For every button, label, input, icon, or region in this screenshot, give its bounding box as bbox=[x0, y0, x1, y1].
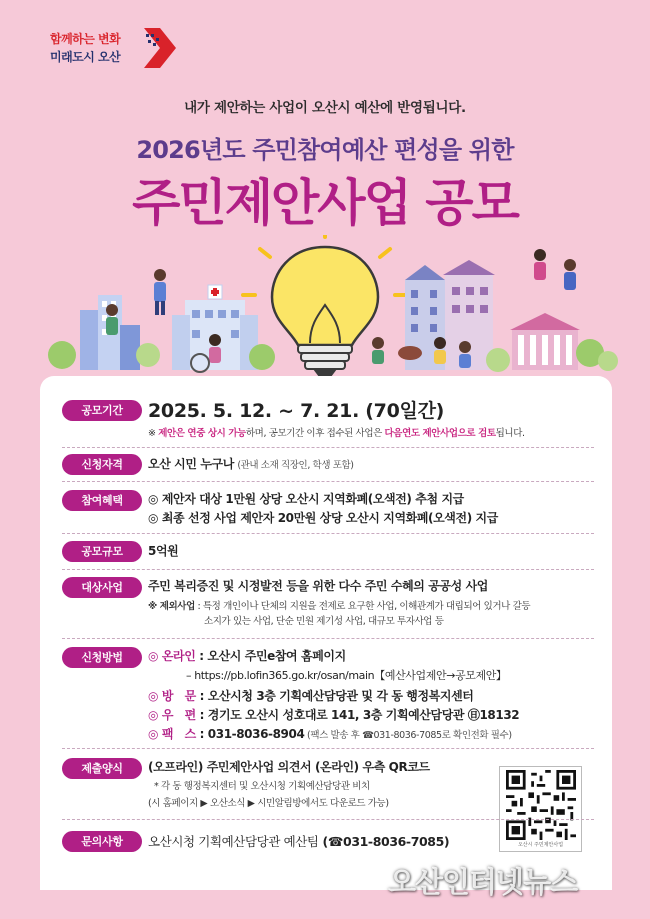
logo-slogan-line2: 미래도시 오산 bbox=[50, 50, 121, 64]
public-building-illustration bbox=[510, 313, 580, 370]
divider bbox=[62, 569, 594, 570]
eligibility-label: 신청자격 bbox=[62, 454, 142, 475]
divider bbox=[62, 481, 594, 482]
eligibility-value: 오산 시민 누구나 bbox=[148, 457, 234, 471]
benefits-list bbox=[148, 490, 598, 528]
period-note: ※ 제안은 연중 상시 가능하며, 공모기간 이후 접수된 사업은 다음연도 제안사업으로 검토됩니다. bbox=[148, 428, 525, 439]
subtitle: 2026년도 주민참여예산 편성을 위한 bbox=[136, 136, 514, 164]
contact-value-wrap bbox=[148, 832, 598, 851]
eligibility-sub: (관내 소재 직장인, 학생 포함) bbox=[237, 460, 354, 471]
benefit-item: ◎ 제안자 대상 1만원 상당 오산시 지역화폐(오색전) 추첨 지급 bbox=[148, 492, 464, 506]
method-fax: ◎ 팩 스 : 031-8036-8904 (팩스 발송 후 ☎031-8036-7085로 확인전화 필수) bbox=[148, 727, 512, 741]
target-value: 주민 복리증진 및 시정발전 등을 위한 다수 주민 수혜의 공공성 사업 bbox=[148, 579, 488, 593]
method-online-url[interactable]: – https://pb.lofin365.go.kr/osan/main【예산사업제안→공모제안】 bbox=[186, 669, 507, 682]
method-visit: ◎ 방 문 : 오산시청 3층 기획예산담당관 및 각 동 행정복지센터 bbox=[148, 689, 474, 703]
divider bbox=[62, 638, 594, 639]
contact-phone: (☎031-8036-7085) bbox=[318, 834, 450, 849]
main-title: 주민제안사업 공모 bbox=[132, 174, 518, 232]
benefits-label: 참여혜택 bbox=[62, 490, 142, 511]
format-value: (오프라인) 주민제안사업 의견서 (온라인) 우측 QR코드 bbox=[148, 760, 430, 774]
format-note1: * 각 동 행정복지센터 및 오산시청 기획예산담당관 비치 bbox=[154, 781, 370, 792]
target-exclusion-cont: 소지가 있는 사업, 단순 민원 제기성 사업, 대규모 투자사업 등 bbox=[204, 616, 444, 627]
period-label: 공모기간 bbox=[62, 400, 142, 421]
benefit-item: ◎ 최종 선정 사업 제안자 20만원 상당 오산시 지역화폐(오색전) 지급 bbox=[148, 511, 498, 525]
method-online: ◎ 온라인 : 오산시 주민e참여 홈페이지 bbox=[148, 649, 346, 663]
divider bbox=[62, 447, 594, 448]
method-label: 신청방법 bbox=[62, 647, 142, 668]
divider bbox=[62, 748, 594, 749]
eligibility-value-wrap bbox=[148, 455, 598, 475]
town-illustration bbox=[0, 235, 650, 380]
scale-label: 공모규모 bbox=[62, 541, 142, 562]
watermark-text: 오산인터넷뉴스 bbox=[388, 865, 578, 899]
logo-slogan-line1: 함께하는 변화 bbox=[50, 32, 121, 46]
info-panel bbox=[40, 376, 612, 890]
tagline: 내가 제안하는 사업이 오산시 예산에 반영됩니다. bbox=[184, 100, 466, 116]
contact-label: 문의사항 bbox=[62, 831, 142, 852]
format-label: 제출양식 bbox=[62, 758, 142, 779]
logo-arrow-icon bbox=[142, 24, 178, 72]
period-value: 2025. 5. 12. ~ 7. 21. (70일간) bbox=[148, 400, 445, 422]
qr-code-image bbox=[506, 770, 576, 840]
divider bbox=[62, 533, 594, 534]
target-exclusion: ※ 제외사업 : 특정 개인이나 단체의 지원을 전제로 요구한 사업, 이해관계가 대립되어 있거나 갈등 bbox=[148, 601, 531, 612]
qr-caption: 오산시 주민제안사업 bbox=[517, 842, 564, 848]
city-logo bbox=[50, 24, 180, 74]
target-label: 대상사업 bbox=[62, 577, 142, 598]
contact-value: 오산시청 기획예산담당관 예산팀 bbox=[148, 834, 319, 849]
poster-header bbox=[0, 96, 650, 233]
divider bbox=[62, 819, 594, 820]
scale-value: 5억원 bbox=[148, 544, 179, 558]
format-note2: (시 홈페이지 ▶ 오산소식 ▶ 시민알림방에서도 다운로드 가능) bbox=[148, 798, 389, 809]
method-mail: ◎ 우 편 : 경기도 오산시 성호대로 141, 3층 기획예산담당관 ㊐18132 bbox=[148, 708, 520, 722]
